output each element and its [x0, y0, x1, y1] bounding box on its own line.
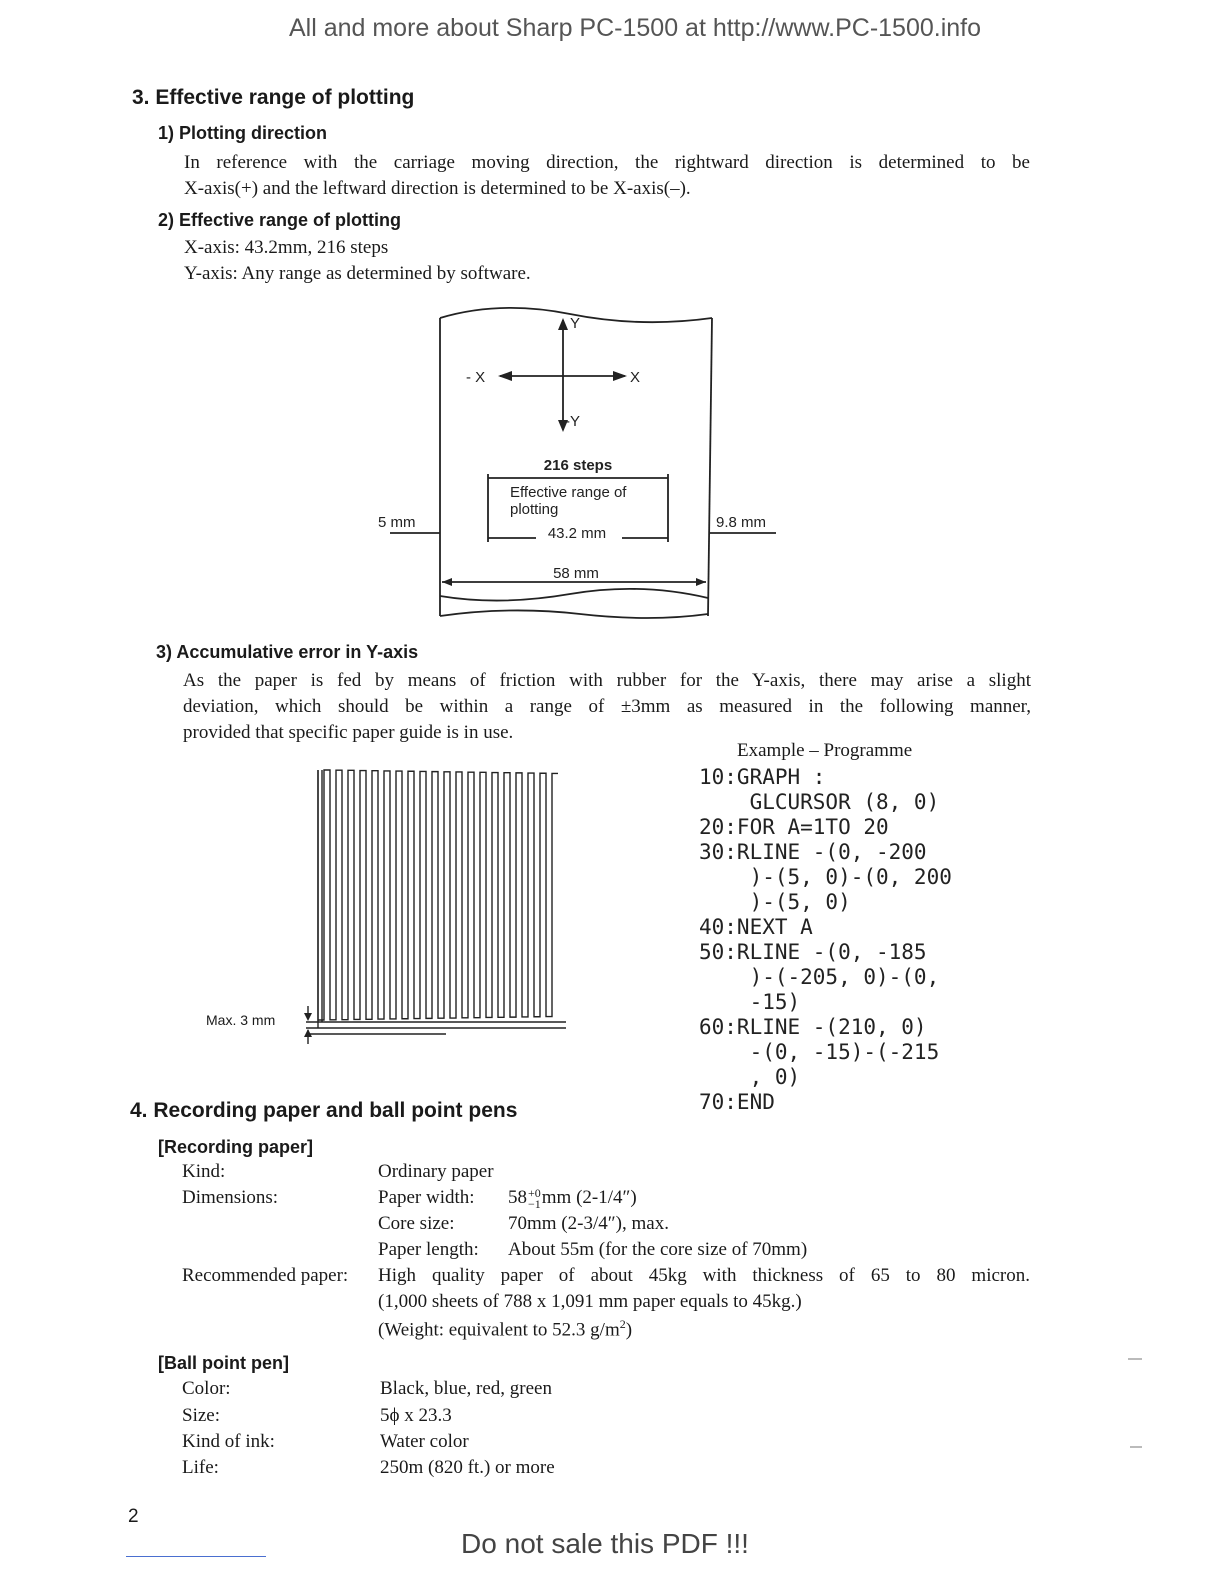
program-line: , 0) — [699, 1065, 801, 1089]
plotting-direction-line-2: X-axis(+) and the leftward direction is determined to be X-axis(–). — [184, 178, 691, 199]
accumulative-error-line-1: As the paper is fed by means of friction with rubber for the Y-axis, there may arise a slight — [183, 670, 1031, 691]
range-label-line-2: plotting — [510, 501, 559, 518]
program-line: 40:NEXT A — [699, 915, 813, 939]
width-left-arrowhead — [442, 578, 452, 586]
max-error-label: Max. 3 mm — [206, 1012, 276, 1028]
y-plus-label: Y — [570, 315, 581, 332]
x-plus-arrowhead — [613, 371, 627, 381]
inner-width-label: 43.2 mm — [547, 525, 607, 542]
paper-width-label: Paper width: — [378, 1187, 475, 1208]
steps-label: 216 steps — [543, 457, 613, 474]
paper-bottom-edge — [440, 610, 708, 618]
subsection-effective-range-title: 2) Effective range of plotting — [158, 210, 402, 230]
paper-width-unit: mm (2-1/4″) — [541, 1187, 637, 1208]
color-value: Black, blue, red, green — [380, 1378, 552, 1399]
paper-width-value — [508, 1187, 637, 1210]
x-plus-label: X — [630, 369, 641, 386]
kind-value: Ordinary paper — [378, 1161, 494, 1182]
plotting-direction-line-1: In reference with the carriage moving direction, the rightward direction is determined to be — [184, 152, 1030, 173]
example-program-title: Example – Programme — [737, 740, 913, 761]
paper-width-tolerance-plus: +0 — [528, 1185, 541, 1200]
subsection-plotting-direction-title: 1) Plotting direction — [158, 123, 327, 143]
program-line: )-(5, 0)-(0, 200 — [699, 865, 952, 889]
paper-length-value: About 55m (for the core size of 70mm) — [508, 1239, 808, 1260]
plotting-range-diagram — [370, 298, 790, 628]
life-label: Life: — [182, 1457, 219, 1478]
accumulative-error-line-3: provided that specific paper guide is in use. — [183, 722, 514, 743]
recommended-paper-label: Recommended paper: — [182, 1265, 349, 1286]
program-line: 30:RLINE -(0, -200 — [699, 840, 927, 864]
paper-tear-line — [440, 589, 708, 601]
subsection-accumulative-error-title: 3) Accumulative error in Y-axis — [156, 642, 419, 662]
core-size-value: 70mm (2-3/4″), max. — [508, 1213, 669, 1234]
width-right-arrowhead — [696, 578, 706, 586]
program-line: 70:END — [699, 1090, 775, 1114]
right-margin-label: 9.8 mm — [716, 514, 767, 531]
ink-label: Kind of ink: — [182, 1431, 275, 1452]
recommended-paper-line-2: (1,000 sheets of 788 x 1,091 mm paper equals to 45kg.) — [378, 1291, 802, 1312]
program-line: -15) — [699, 990, 801, 1014]
error-arrowhead-up — [304, 1029, 312, 1037]
paper-length-label: Paper length: — [378, 1239, 479, 1260]
accumulated-error-plot — [296, 760, 576, 1045]
left-margin-label: 5 mm — [378, 514, 416, 531]
x-minus-label: - X — [466, 369, 486, 386]
x-axis-spec: X-axis: 43.2mm, 216 steps — [184, 237, 389, 258]
zigzag-trace — [318, 770, 558, 1020]
section-4-title: 4. Recording paper and ball point pens — [130, 1099, 518, 1122]
y-minus-label: -Y — [565, 413, 580, 430]
footer-link-underline — [126, 1556, 266, 1557]
recommended-paper-line-3 — [378, 1317, 632, 1341]
program-line: )-(5, 0) — [699, 890, 851, 914]
color-label: Color: — [182, 1378, 231, 1399]
scan-mark — [1130, 1446, 1142, 1448]
weight-exponent: 2 — [619, 1317, 626, 1331]
y-axis-spec: Y-axis: Any range as determined by software. — [184, 263, 531, 284]
core-size-label: Core size: — [378, 1213, 455, 1234]
paper-width-tolerance — [528, 1185, 541, 1211]
size-label: Size: — [182, 1405, 220, 1426]
paper-width-base: 58 — [508, 1187, 527, 1208]
program-line: -(0, -15)-(-215 — [699, 1040, 940, 1064]
range-label-line-1: Effective range of — [510, 484, 627, 501]
dimensions-label: Dimensions: — [182, 1187, 279, 1208]
ball-point-pen-heading: [Ball point pen] — [158, 1353, 289, 1373]
accumulative-error-line-2: deviation, which should be within a range of ±3mm as measured in the following manner, — [183, 696, 1031, 717]
header-note: All and more about Sharp PC-1500 at http://www.PC-1500.info — [288, 14, 982, 42]
weight-text: (Weight: equivalent to 52.3 g/m — [378, 1319, 620, 1341]
size-value: 5ϕ x 23.3 — [380, 1405, 452, 1426]
ink-value: Water color — [380, 1431, 469, 1452]
footer-note: Do not sale this PDF !!! — [461, 1528, 749, 1559]
program-line: )-(-205, 0)-(0, — [699, 965, 940, 989]
program-line: GLCURSOR (8, 0) — [699, 790, 940, 814]
paper-width-label: 58 mm — [553, 565, 599, 582]
paper-right-edge — [708, 318, 712, 616]
error-arrowhead-down — [304, 1013, 312, 1021]
program-listing — [699, 765, 952, 1115]
program-line: 50:RLINE -(0, -185 — [699, 940, 927, 964]
scan-mark — [1128, 1358, 1142, 1360]
page-number: 2 — [128, 1506, 139, 1527]
program-line: 60:RLINE -(210, 0) — [699, 1015, 927, 1039]
life-value: 250m (820 ft.) or more — [380, 1457, 555, 1478]
weight-close: ) — [625, 1319, 633, 1341]
recommended-paper-line-1: High quality paper of about 45kg with thickness of 65 to 80 micron. — [378, 1265, 1030, 1286]
x-minus-arrowhead — [498, 371, 512, 381]
kind-label: Kind: — [182, 1161, 226, 1182]
section-3-title: 3. Effective range of plotting — [132, 86, 415, 109]
paper-width-tolerance-minus: −1 — [528, 1196, 541, 1211]
program-line: 10:GRAPH : — [699, 765, 826, 789]
y-plus-arrowhead — [558, 318, 568, 330]
recording-paper-heading: [Recording paper] — [158, 1137, 314, 1157]
program-line: 20:FOR A=1TO 20 — [699, 815, 889, 839]
